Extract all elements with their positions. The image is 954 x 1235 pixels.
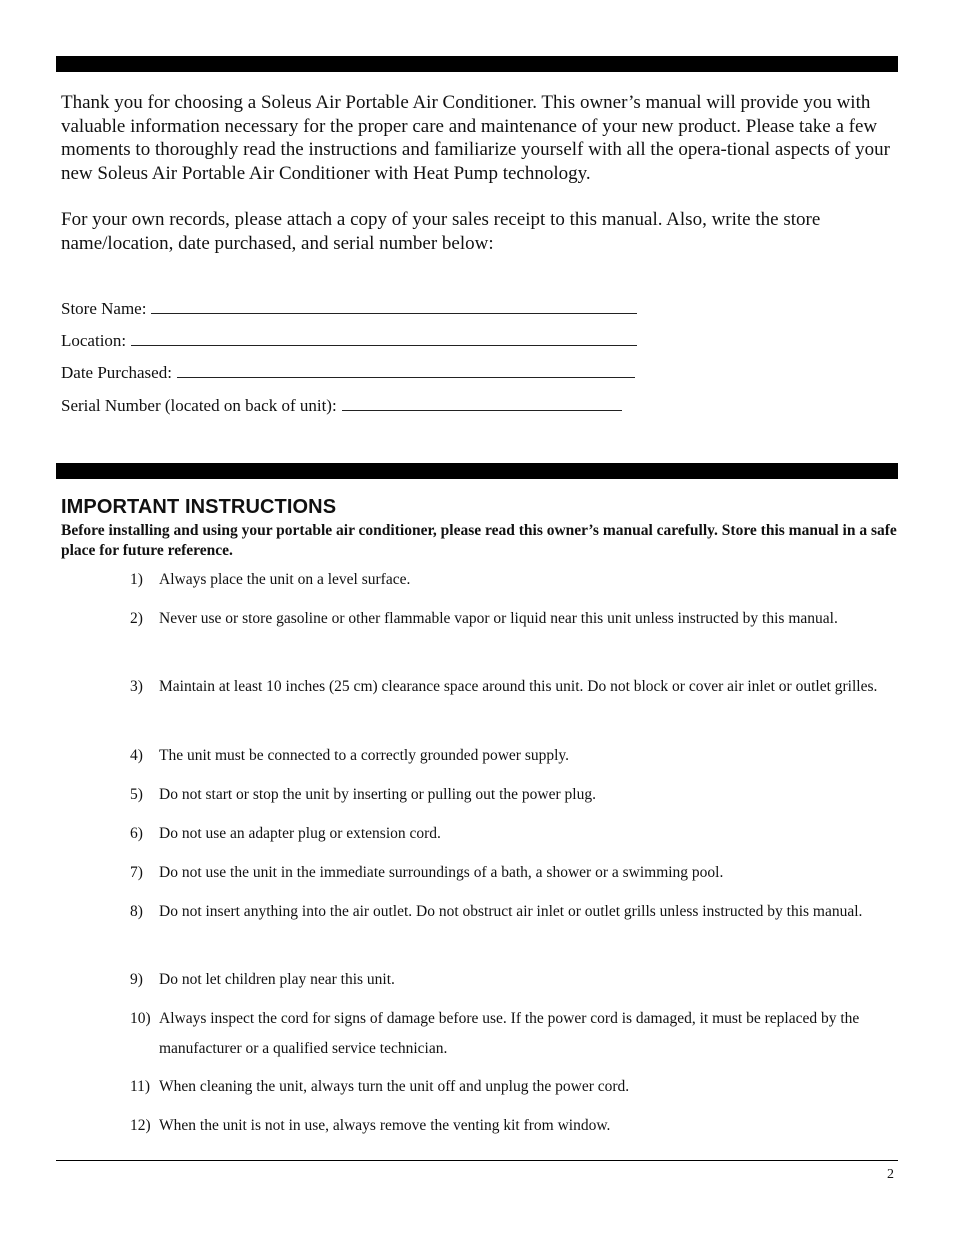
intro-paragraph-records: For your own records, please attach a copy of your sales receipt to this manual. Also, write the store name/location, date purchased, and serial number below: [61, 209, 821, 254]
list-item [130, 1072, 900, 1102]
section-divider-bar-top [56, 56, 898, 72]
list-item [130, 1004, 900, 1064]
list-item-text: Maintain at least 10 inches (25 cm) clearance space around this unit. Do not block or cover air inlet or outlet grilles. [159, 678, 878, 695]
section-divider-bar-middle [56, 463, 898, 479]
page-number: 2 [887, 1167, 894, 1182]
list-item-number: 9) [130, 971, 143, 988]
list-item [130, 565, 900, 595]
list-item-number: 11) [130, 1078, 151, 1095]
list-item-number: 10) [130, 1010, 151, 1027]
list-item-text: When cleaning the unit, always turn the unit off and unplug the power cord. [159, 1078, 630, 1095]
store-name-blank-line [151, 299, 637, 314]
list-item [130, 819, 900, 849]
list-item [130, 672, 900, 702]
list-item [130, 858, 900, 888]
intro-paragraph-thanks: Thank you for choosing a Soleus Air Portable Air Conditioner. This owner’s manual will provide you with valuable information necessary for the proper care and maintenance of your new product. Please take a few moments to thoroughly read the instructions and familiarize yourself with all the opera-tional aspects of your new Soleus Air Portable Air Conditioner with Heat Pump technology. [61, 92, 890, 184]
date-purchased-label: Date Purchased: [61, 363, 172, 382]
list-item-text: Do not let children play near this unit. [159, 971, 395, 988]
important-instructions-heading: IMPORTANT INSTRUCTIONS [61, 496, 337, 518]
date-purchased-blank-line [177, 363, 635, 378]
list-item-text: Do not start or stop the unit by inserting or pulling out the power plug. [159, 786, 596, 803]
list-item-number: 3) [130, 678, 143, 695]
list-item-text: When the unit is not in use, always remove the venting kit from window. [159, 1117, 611, 1134]
list-item-text: Never use or store gasoline or other flammable vapor or liquid near this unit unless instructed by this manual. [159, 610, 838, 627]
list-item-number: 2) [130, 610, 143, 627]
list-item-number: 7) [130, 864, 143, 881]
list-item [130, 741, 900, 771]
list-item-number: 6) [130, 825, 143, 842]
list-item-text: Always place the unit on a level surface. [159, 571, 411, 588]
list-item-number: 12) [130, 1117, 151, 1134]
list-item-text: Do not use an adapter plug or extension cord. [159, 825, 441, 842]
serial-number-blank-line [342, 396, 622, 411]
list-item-number: 5) [130, 786, 143, 803]
list-item [130, 1111, 900, 1141]
list-item [130, 965, 900, 995]
list-item-number: 4) [130, 747, 143, 764]
date-purchased-field [61, 363, 635, 383]
list-item-text: Do not use the unit in the immediate surroundings of a bath, a shower or a swimming pool. [159, 864, 724, 881]
store-name-field [61, 299, 637, 319]
list-item-text: Always inspect the cord for signs of damage before use. If the power cord is damaged, it must be replaced by the manufacturer or a qualified service technician. [159, 1010, 860, 1057]
footer-rule [56, 1160, 898, 1161]
list-item-number: 1) [130, 571, 143, 588]
list-item-text: The unit must be connected to a correctly grounded power supply. [159, 747, 570, 764]
serial-number-label: Serial Number (located on back of unit): [61, 396, 337, 415]
store-name-label: Store Name: [61, 299, 147, 318]
location-blank-line [131, 331, 637, 346]
list-item-number: 8) [130, 903, 143, 920]
list-item-text: Do not insert anything into the air outlet. Do not obstruct air inlet or outlet grills unless instructed by this manual. [159, 903, 863, 920]
location-label: Location: [61, 331, 127, 350]
list-item [130, 780, 900, 810]
serial-number-field [61, 396, 622, 416]
important-instructions-subheading: Before installing and using your portable air conditioner, please read this owner’s manual carefully. Store this manual in a safe place for future reference. [61, 522, 897, 559]
list-item [130, 897, 900, 927]
location-field [61, 331, 637, 351]
list-item [130, 604, 900, 634]
